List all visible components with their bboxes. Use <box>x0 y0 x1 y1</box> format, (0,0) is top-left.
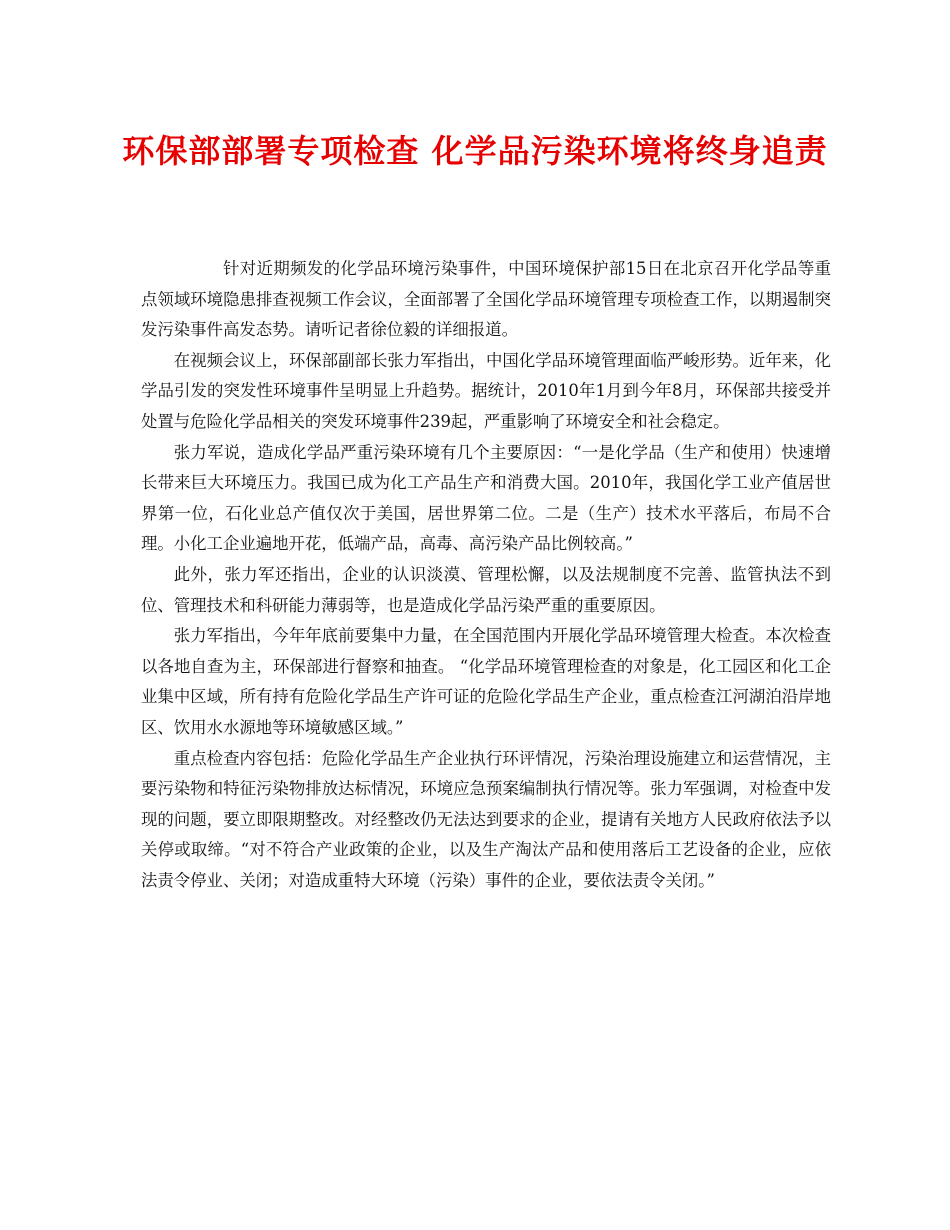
paragraph-1: 针对近期频发的化学品环境污染事件，中国环境保护部15日在北京召开化学品等重点领域环境隐患排查视频工作会议，全面部署了全国化学品环境管理专项检查工作，以期遏制突发污染事件高发态势。请听记者徐位毅的详细报道。 <box>141 259 831 340</box>
page-title: 环保部部署专项检查 化学品污染环境将终身追责 <box>122 132 828 170</box>
article-body <box>141 254 831 896</box>
paragraph-4: 此外，张力军还指出，企业的认识淡漠、管理松懈，以及法规制度不完善、监管执法不到位、管理技术和科研能力薄弱等，也是造成化学品污染严重的重要原因。 <box>141 564 831 615</box>
paragraph-3: 张力军说，造成化学品严重污染环境有几个主要原因：“一是化学品（生产和使用）快速增长带来巨大环境压力。我国已成为化工产品生产和消费大国。2010年，我国化学工业产值居世界第一位，石化业总产值仅次于美国，居世界第二位。二是（生产）技术水平落后，布局不合理。小化工企业遍地开花，低端产品，高毒、高污染产品比例较高。” <box>141 442 831 554</box>
paragraph-5: 张力军指出，今年年底前要集中力量，在全国范围内开展化学品环境管理大检查。本次检查以各地自查为主，环保部进行督察和抽查。 “化学品环境管理检查的对象是，化工园区和化工企业集中区域，所有持有危险化学品生产许可证的危险化学品生产企业，重点检查江河湖泊沿岸地区、饮用水水源地等环境敏感区域。” <box>141 626 831 737</box>
paragraph-6: 重点检查内容包括：危险化学品生产企业执行环评情况，污染治理设施建立和运营情况，主要污染物和特征污染物排放达标情况，环境应急预案编制执行情况等。张力军强调，对检查中发现的问题，要立即限期整改。对经整改仍无法达到要求的企业，提请有关地方人民政府依法予以关停或取缔。“对不符合产业政策的企业，以及生产淘汰产品和使用落后工艺设备的企业，应依法责令停业、关闭；对造成重特大环境（污染）事件的企业，要依法责令关闭。” <box>141 748 831 890</box>
paragraph-2: 在视频会议上，环保部副部长张力军指出，中国化学品环境管理面临严峻形势。近年来，化学品引发的突发性环境事件呈明显上升趋势。据统计，2010年1月到今年8月，环保部共接受并处置与危险化学品相关的突发环境事件239起，严重影响了环境安全和社会稳定。 <box>141 350 831 431</box>
